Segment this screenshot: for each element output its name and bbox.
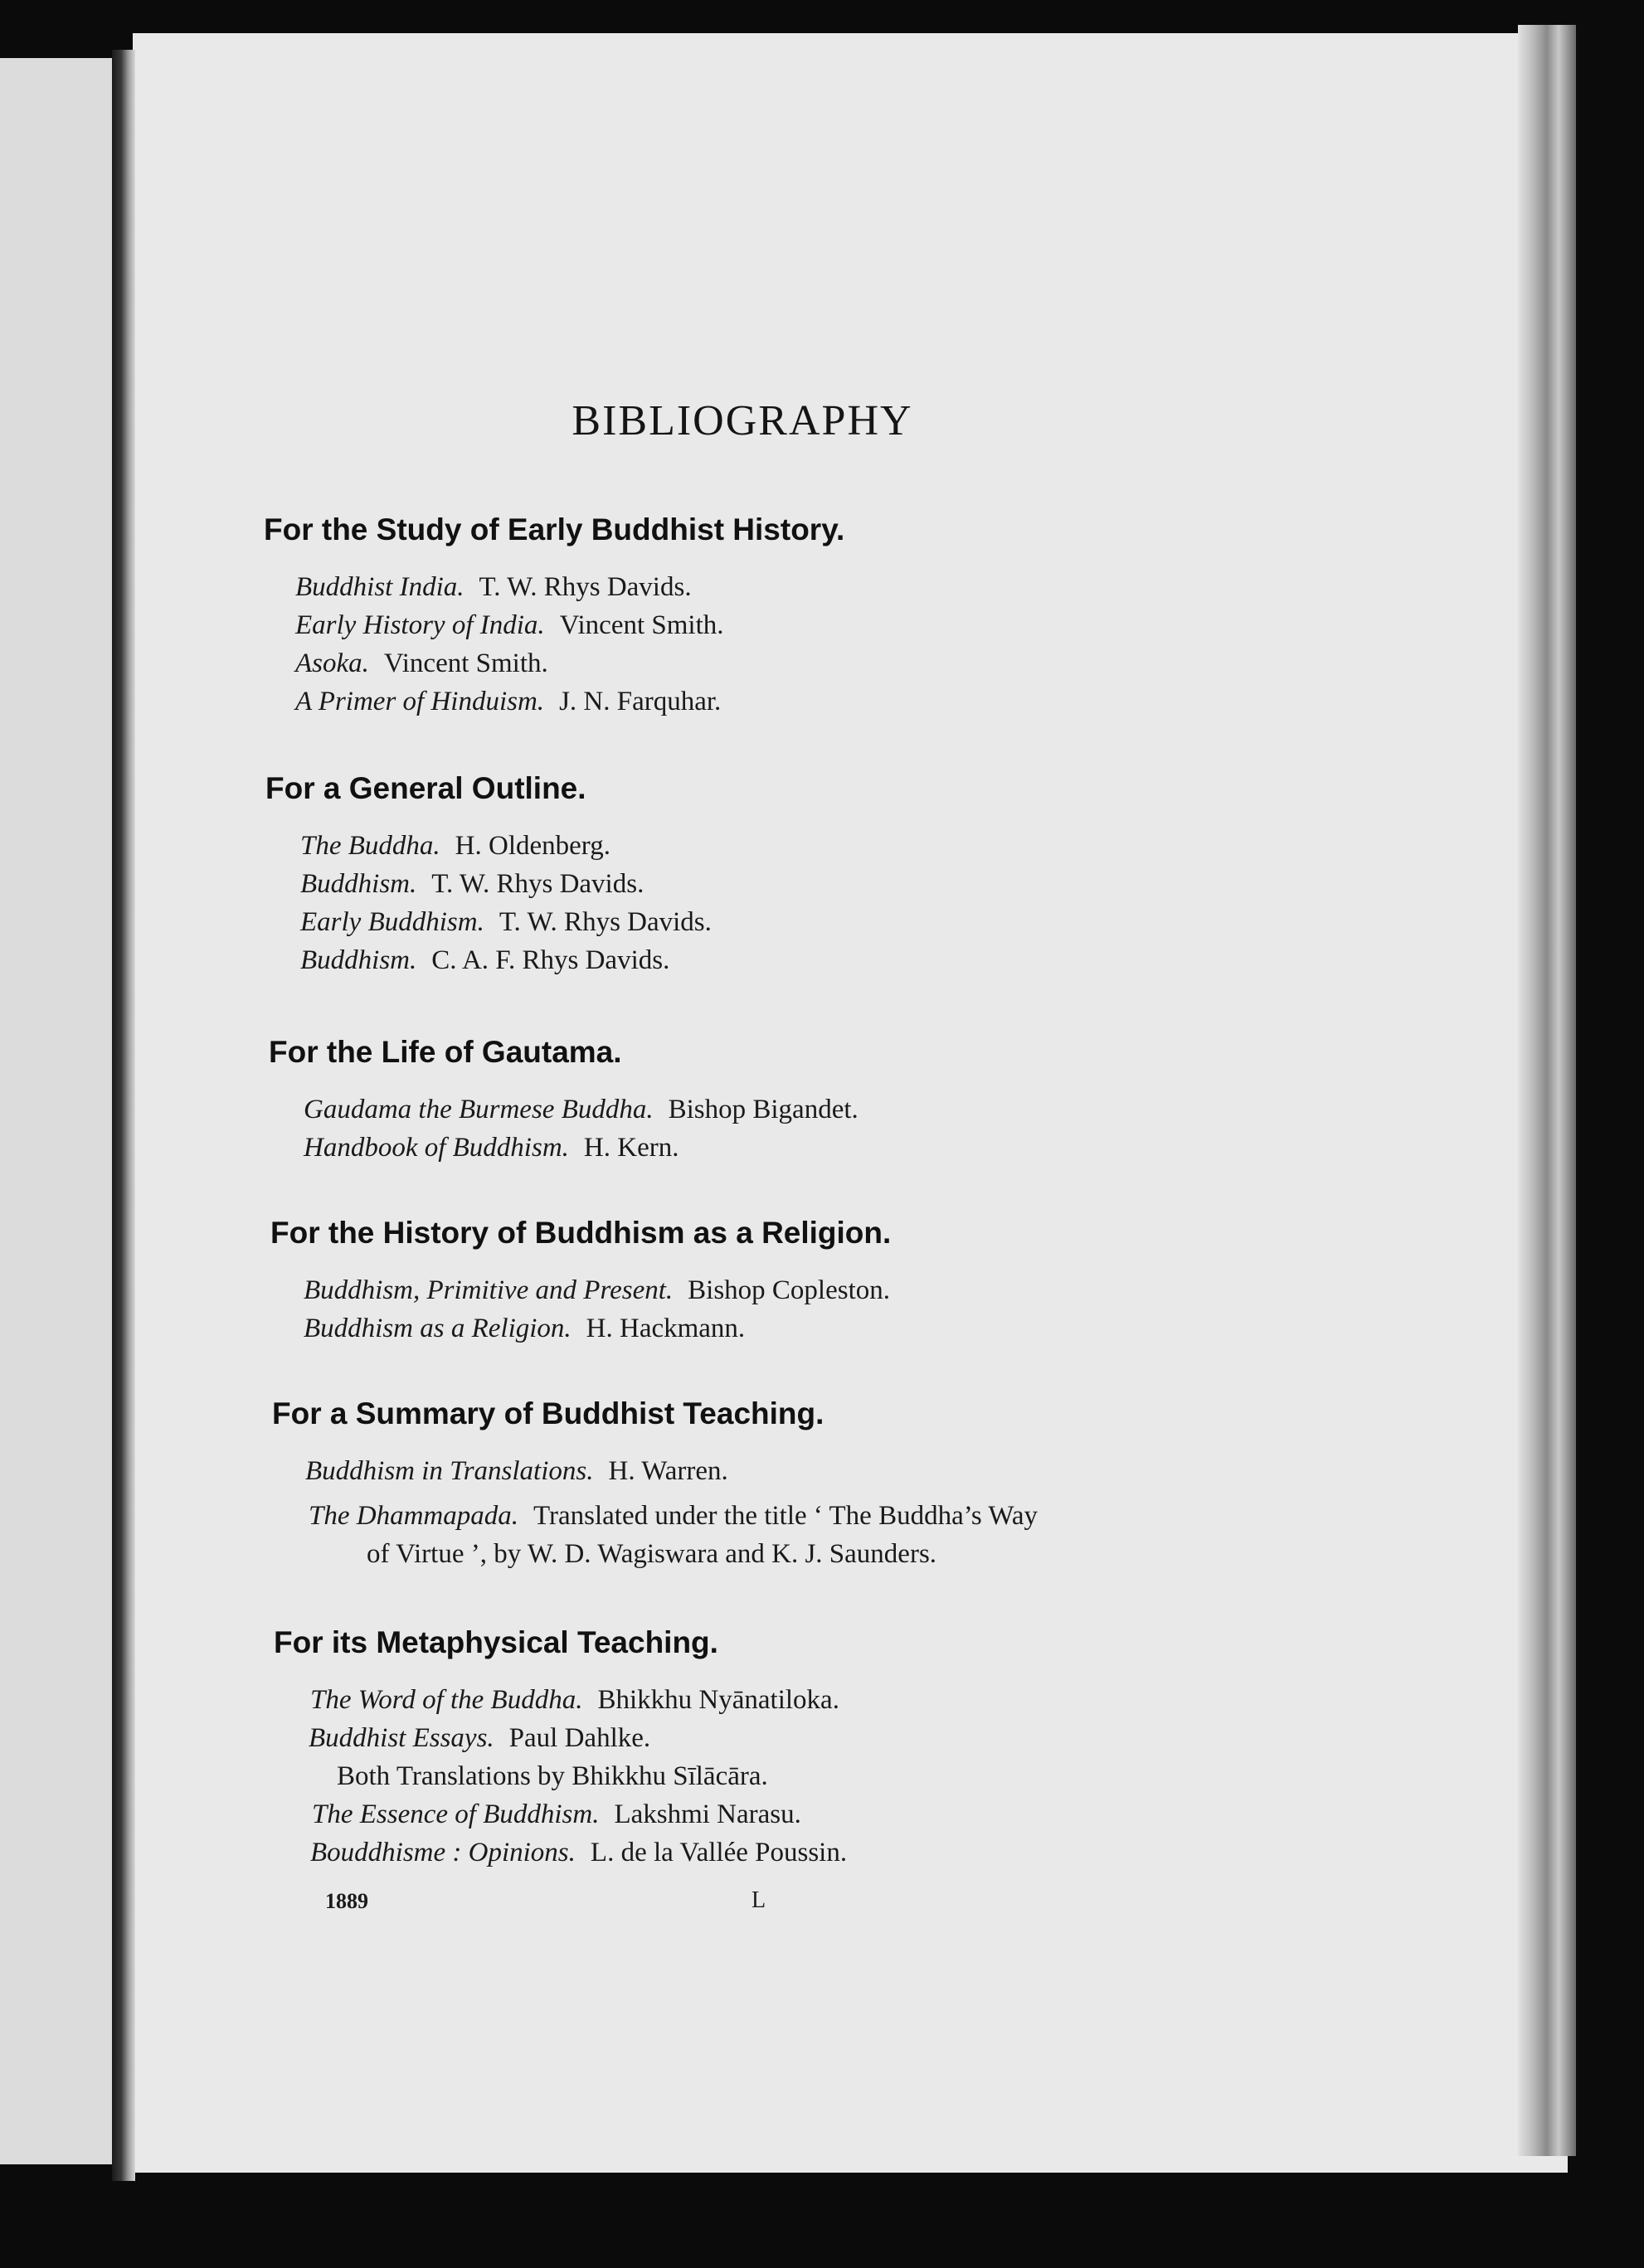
bibliography-entry — [300, 945, 669, 976]
bibliography-entry — [300, 831, 610, 862]
bibliography-entry — [309, 1501, 1038, 1532]
entry-note: Both Translations by Bhikkhu Sīlācāra. — [337, 1761, 768, 1791]
bibliography-entry — [300, 907, 712, 938]
entry-title: Buddhism. — [300, 945, 417, 975]
entry-title: Buddhism as a Religion. — [304, 1314, 572, 1343]
entry-title: The Essence of Buddhism. — [312, 1799, 600, 1829]
bibliography-entry — [304, 1095, 858, 1125]
section-heading: For the Study of Early Buddhist History. — [264, 512, 845, 546]
section-heading: For a General Outline. — [265, 771, 586, 805]
entry-title: Gaudama the Burmese Buddha. — [304, 1095, 654, 1124]
entry-author: H. Oldenberg. — [455, 831, 610, 861]
entry-title: Buddhist Essays. — [309, 1723, 494, 1753]
bibliography-entry — [305, 1456, 728, 1487]
entry-title: A Primer of Hinduism. — [295, 687, 545, 716]
entry-author: Translated under the title ‘ The Buddha’s Way — [533, 1501, 1038, 1531]
entry-author: T. W. Rhys Davids. — [479, 572, 692, 602]
entry-author: T. W. Rhys Davids. — [431, 869, 644, 899]
entry-author: H. Hackmann. — [586, 1314, 746, 1343]
entry-author: Paul Dahlke. — [508, 1723, 651, 1753]
bibliography-entry — [310, 1838, 847, 1868]
entry-title: Buddhism, Primitive and Present. — [304, 1275, 674, 1305]
section-heading: For the History of Buddhism as a Religion. — [270, 1216, 892, 1250]
bibliography-entry — [304, 1314, 745, 1344]
entry-author: T. W. Rhys Davids. — [499, 907, 712, 937]
bibliography-entry — [309, 1723, 650, 1754]
entry-author: L. de la Vallée Poussin. — [590, 1838, 848, 1867]
bibliography-entry — [304, 1133, 679, 1163]
entry-title: Asoka. — [295, 648, 369, 678]
bibliography-entry — [310, 1685, 839, 1716]
entry-title: Buddhism in Translations. — [305, 1456, 594, 1486]
section-heading: For a Summary of Buddhist Teaching. — [272, 1396, 824, 1430]
entry-title: The Dhammapada. — [309, 1501, 518, 1531]
entry-title: Early History of India. — [295, 610, 545, 640]
page-title: BIBLIOGRAPHY — [572, 397, 913, 444]
entry-author: Lakshmi Narasu. — [614, 1799, 801, 1829]
signature-number: 1889 — [325, 1889, 368, 1913]
signature-letter: L — [751, 1887, 766, 1913]
entry-author: Bhikkhu Nyānatiloka. — [597, 1685, 839, 1715]
bibliography-entry — [295, 648, 548, 679]
bibliography-entry — [300, 869, 644, 900]
entry-title: Bouddhisme : Opinions. — [310, 1838, 576, 1867]
entry-author: Vincent Smith. — [383, 648, 548, 678]
entry-title: Handbook of Buddhism. — [304, 1133, 569, 1163]
entry-title: Buddhist India. — [295, 572, 465, 602]
entry-continuation: of Virtue ’, by W. D. Wagiswara and K. J. Saunders. — [367, 1539, 937, 1569]
entry-author: H. Kern. — [583, 1133, 679, 1163]
bibliography-entry — [295, 610, 724, 641]
entry-author: C. A. F. Rhys Davids. — [431, 945, 670, 975]
bibliography-entry — [304, 1275, 890, 1306]
entry-title: Buddhism. — [300, 869, 417, 899]
entry-author: J. N. Farquhar. — [559, 687, 722, 716]
entry-title: The Buddha. — [300, 831, 440, 861]
entry-title: Early Buddhism. — [300, 907, 484, 937]
entry-author: Bishop Copleston. — [688, 1275, 890, 1305]
bibliography-entry — [295, 687, 721, 717]
bibliography-entry — [312, 1799, 801, 1830]
entry-author: Bishop Bigandet. — [668, 1095, 858, 1124]
bibliography-entry — [295, 572, 692, 603]
section-heading: For its Metaphysical Teaching. — [274, 1625, 718, 1659]
entry-author: H. Warren. — [608, 1456, 728, 1486]
entry-author: Vincent Smith. — [559, 610, 724, 640]
entry-title: The Word of the Buddha. — [310, 1685, 583, 1715]
section-heading: For the Life of Gautama. — [269, 1035, 622, 1069]
